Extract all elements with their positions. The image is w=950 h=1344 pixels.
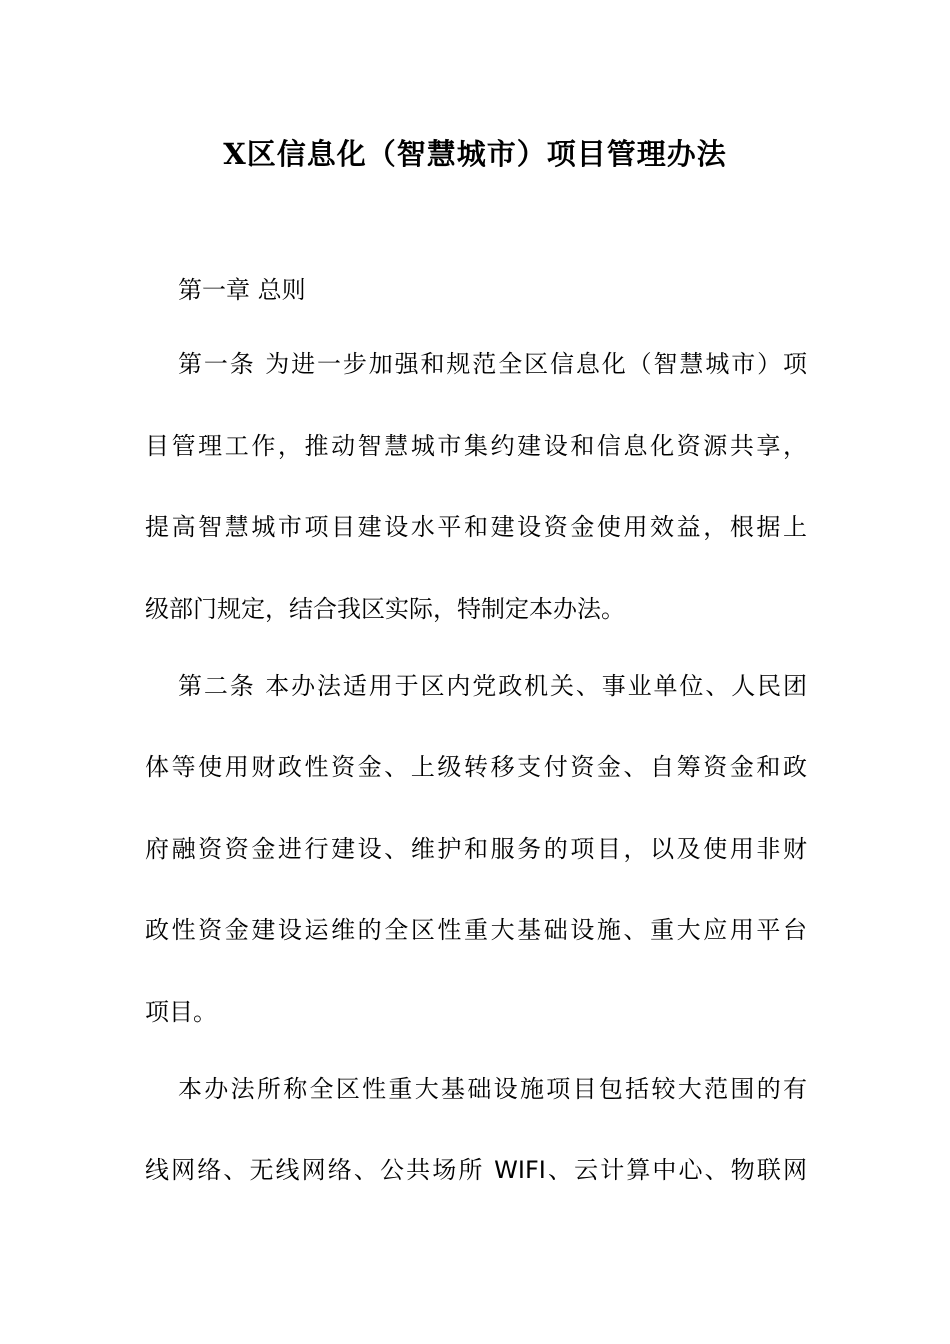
article-1-line-3: 提高智慧城市项目建设水平和建设资金使用效益，根据上 — [145, 513, 807, 541]
article-2-line-4: 政性资金建设运维的全区性重大基础设施、重大应用平台 — [145, 916, 807, 944]
article-1-line-1: 第一条 为进一步加强和规范全区信息化（智慧城市）项 — [178, 350, 807, 378]
paragraph-3-line-2: 线网络、无线网络、公共场所 WIFI、云计算中心、物联网 — [145, 1156, 807, 1184]
article-1-line-4: 级部门规定，结合我区实际，特制定本办法。 — [145, 595, 625, 623]
article-2-line-1: 第二条 本办法适用于区内党政机关、事业单位、人民团 — [178, 672, 807, 700]
article-2-line-2: 体等使用财政性资金、上级转移支付资金、自筹资金和政 — [145, 753, 807, 781]
article-2-line-5: 项目。 — [145, 998, 217, 1026]
chapter-heading: 第一章 总则 — [178, 276, 306, 304]
document-title: X区信息化（智慧城市）项目管理办法 — [223, 137, 727, 171]
paragraph-3-line-1: 本办法所称全区性重大基础设施项目包括较大范围的有 — [178, 1075, 807, 1103]
article-1-line-2: 目管理工作，推动智慧城市集约建设和信息化资源共享， — [145, 432, 807, 460]
article-2-line-3: 府融资资金进行建设、维护和服务的项目，以及使用非财 — [145, 835, 807, 863]
